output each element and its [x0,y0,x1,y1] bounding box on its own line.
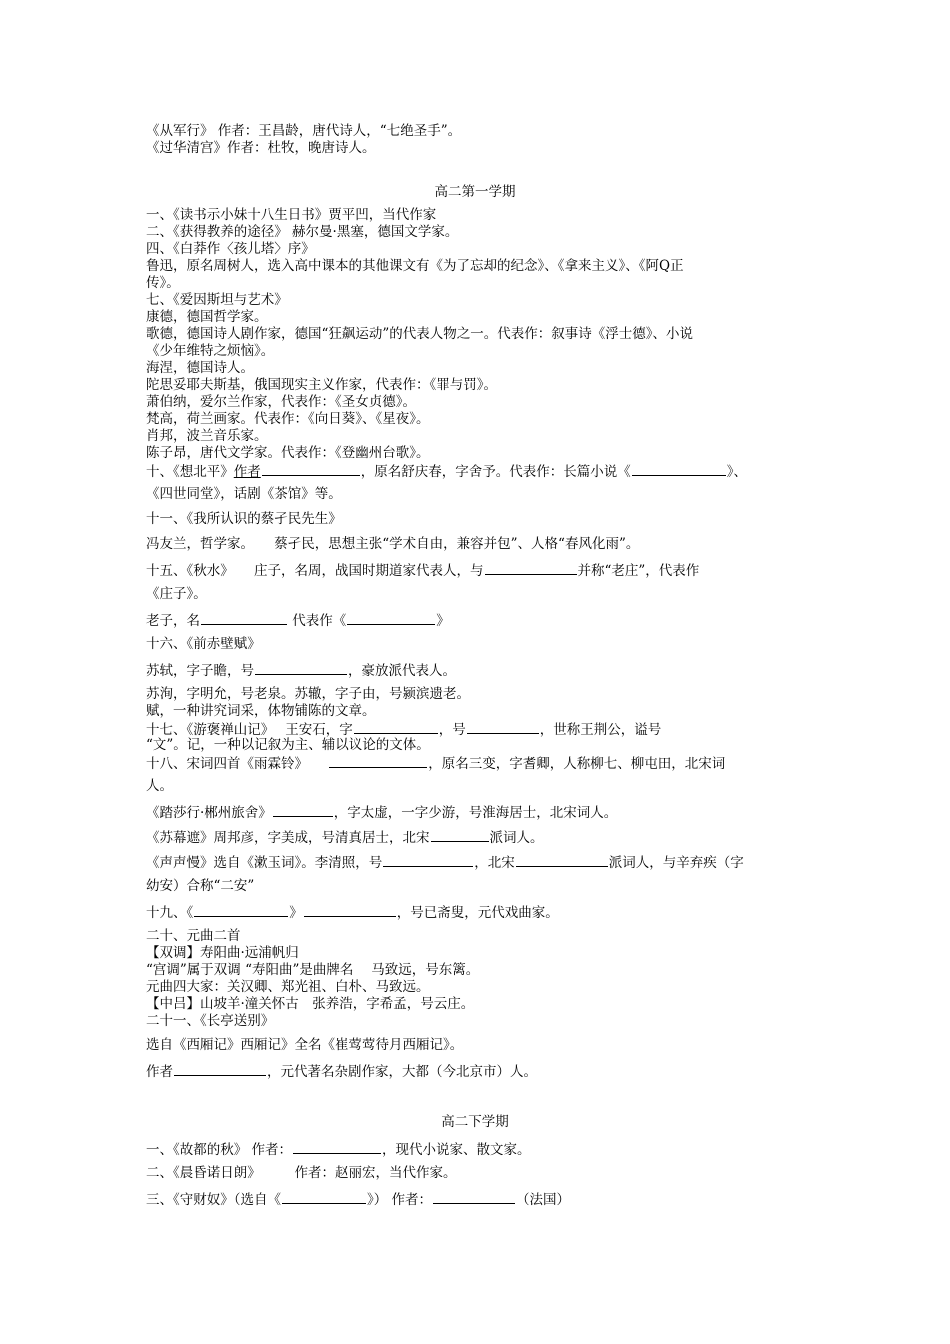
text-line: 元曲四大家：关汉卿、郑光祖、白朴、马致远。 [146,979,430,995]
fill-blank[interactable] [516,853,608,867]
text-line: 作者 ，元代著名杂剧作家，大都（今北京市）人。 [146,1064,537,1080]
fill-blank[interactable] [354,720,438,734]
text-line: 萧伯纳，爱尔兰作家，代表作：《圣女贞德》。 [146,394,416,410]
fill-blank[interactable] [201,611,287,625]
text-line: 十七、《游褒禅山记》 王安石，字 ，号 ，世称王荆公，谥号 [146,722,662,738]
fill-blank[interactable] [632,462,726,476]
text-line: 七、《爱因斯坦与艺术》 [146,292,288,308]
fill-blank[interactable] [255,661,347,675]
text-line: 肖邦，波兰音乐家。 [146,428,268,444]
fill-blank[interactable] [282,1190,366,1204]
text-line: 赋，一种讲究词采，体物铺陈的文章。 [146,703,376,719]
text-line: 十一、《我所认识的蔡孑民先生》 [146,511,342,527]
text-line: 康德，德国哲学家。 [146,309,268,325]
text-line: 《四世同堂》，话剧《茶馆》等。 [146,486,342,502]
text-line: 十六、《前赤壁赋》 [146,636,261,652]
text-line: 《过华清宫》作者：杜牧，晚唐诗人。 [146,140,376,156]
fill-blank[interactable] [273,803,333,817]
text-line: 《从军行》 作者：王昌龄，唐代诗人，“七绝圣手”。 [146,123,462,139]
fill-blank[interactable] [383,853,473,867]
text-line: 陈子昂，唐代文学家。代表作：《登幽州台歌》。 [146,445,430,461]
text-line: 十五、《秋水》 庄子，名周，战国时期道家代表人，与 并称“老庄”，代表作 [146,563,700,579]
text-line: 二十、元曲二首 [146,928,241,944]
fill-blank[interactable] [431,828,489,842]
text-line: “文”。记，一种以记叙为主、辅以议论的文体。 [146,737,430,753]
section-heading: 高二下学期 [441,1114,509,1130]
text-line: 梵高，荷兰画家。代表作：《向日葵》、《星夜》。 [146,411,430,427]
text-line: “宫调”属于双调 “寿阳曲”是曲牌名 马致远，号东篱。 [146,962,480,978]
fill-blank[interactable] [262,462,360,476]
fill-blank[interactable] [304,903,396,917]
text-line: 《苏幕遮》周邦彦，字美成，号清真居士，北宋 派词人。 [146,830,544,846]
text-line: 二、《晨昏诺日朗》 作者：赵丽宏，当代作家。 [146,1165,457,1181]
text-line: 传》。 [146,275,180,291]
fill-blank[interactable] [174,1062,266,1076]
text-line: 《声声慢》选自《漱玉词》。李清照，号 ，北宋 派词人，与辛弃疾（字 [146,855,744,871]
section-heading: 高二第一学期 [434,184,516,200]
text-line: 四、《白莽作〈孩儿塔〉序》 [146,241,315,257]
text-line: 【双调】寿阳曲·远浦帆归 [146,945,299,961]
text-line: 三、《守财奴》（选自《 》） 作者： （法国） [146,1192,571,1208]
fill-blank[interactable] [485,561,577,575]
text-line: 鲁迅，原名周树人，选入高中课本的其他课文有《为了忘却的纪念》、《拿来主义》、《阿Q正 [146,258,684,274]
text-line: 一、《故都的秋》 作者： ，现代小说家、散文家。 [146,1142,531,1158]
text-line: 《庄子》。 [146,586,207,602]
text-line: 幼安）合称“二安” [146,878,255,894]
fill-blank[interactable] [467,720,539,734]
text-line: 苏洵，字明允，号老泉。苏辙，字子由，号颍滨遗老。 [146,686,470,702]
text-line: 二十一、《长亭送别》 [146,1013,275,1029]
fill-blank[interactable] [329,754,427,768]
text-line: 歌德，德国诗人剧作家，德国“狂飙运动”的代表人物之一。代表作：叙事诗《浮士德》、小说 [146,326,694,342]
text-line: 陀思妥耶夫斯基，俄国现实主义作家，代表作：《罪与罚》。 [146,377,497,393]
fill-blank[interactable] [194,903,288,917]
text-line: 十九、《 》 ，号已斋叟，元代戏曲家。 [146,905,559,921]
text-line: 《踏莎行·郴州旅舍》 ，字太虚，一字少游，号淮海居士，北宋词人。 [146,805,618,821]
text-line: 《少年维特之烦恼》。 [146,343,275,359]
text-line: 【中吕】山坡羊·潼关怀古 张养浩，字希孟，号云庄。 [146,996,475,1012]
text-line: 十、《想北平》作者 ，原名舒庆春，字舍予。代表作：长篇小说《 》、 [146,464,747,480]
fill-blank[interactable] [347,611,435,625]
fill-blank[interactable] [433,1190,515,1204]
text-line: 十八、宋词四首《雨霖铃》 ，原名三变，字耆卿，人称柳七、柳屯田，北宋词 [146,756,726,772]
text-line: 选自《西厢记》西厢记》全名《崔莺莺待月西厢记》。 [146,1037,464,1053]
text-line: 苏轼，字子瞻，号 ，豪放派代表人。 [146,663,456,679]
text-line: 人。 [146,778,173,794]
fill-blank[interactable] [293,1140,381,1154]
text-line: 老子，名 代表作《 》 [146,613,450,629]
text-line: 一、《读书示小妹十八生日书》贾平凹，当代作家 [146,207,437,223]
text-line: 冯友兰，哲学家。 蔡孑民，思想主张“学术自由，兼容并包”、人格“春风化雨”。 [146,536,640,552]
text-line: 二、《获得教养的途径》 赫尔曼·黑塞，德国文学家。 [146,224,459,240]
text-line: 海涅，德国诗人。 [146,360,254,376]
